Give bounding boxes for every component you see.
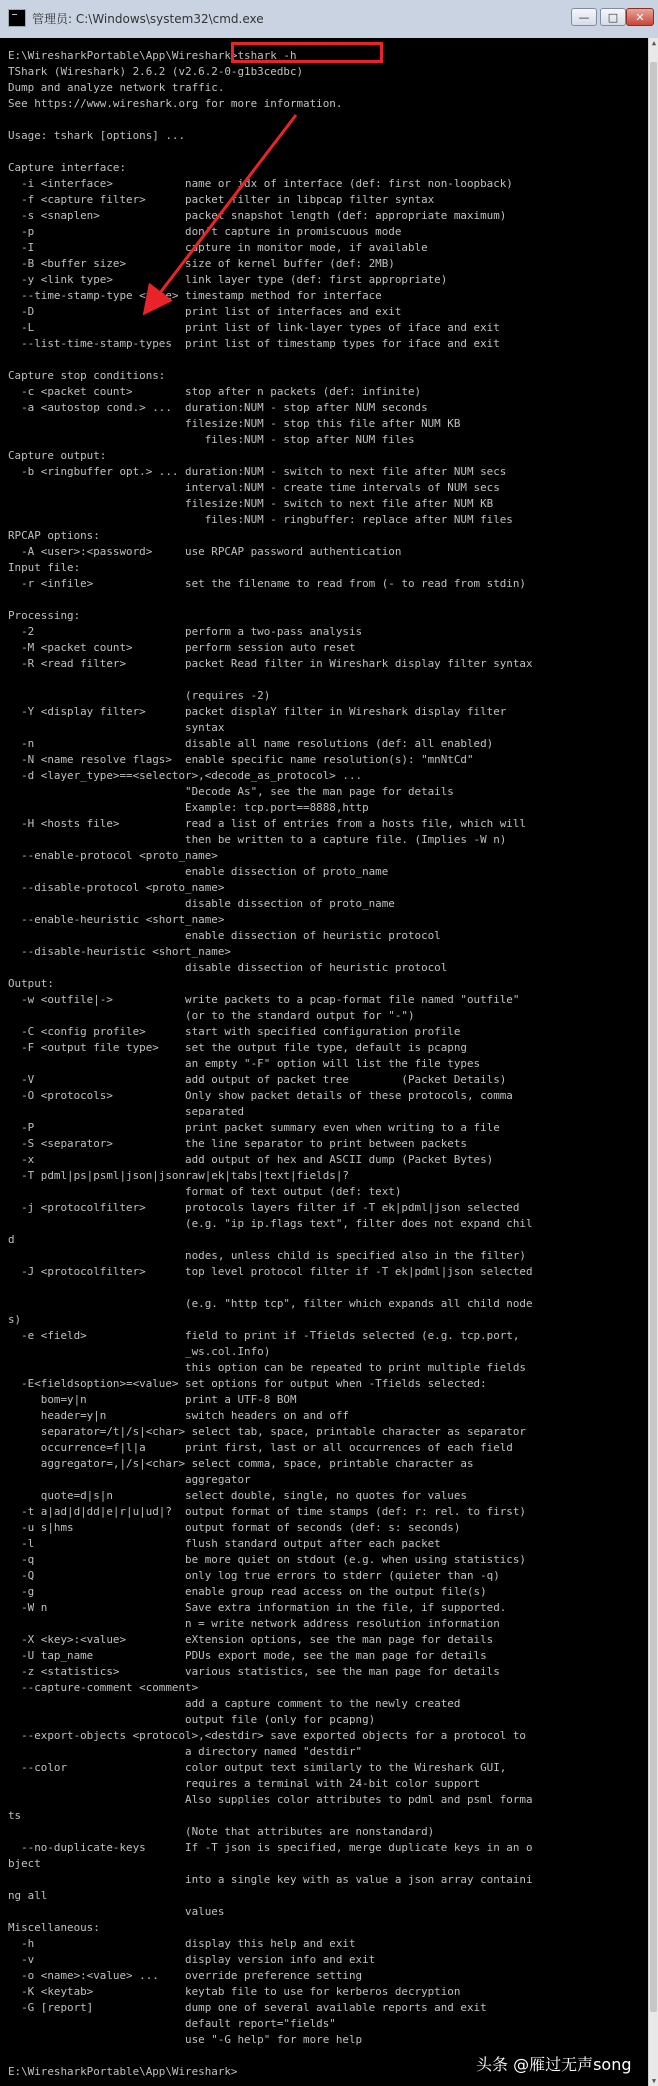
console-line: -z <statistics> various statistics, see the man page for details [8,1665,500,1678]
console-line: bject [8,1857,41,1870]
console-line: -j <protocolfilter> protocols layers filter if -T ek|pdml|json selected [8,1201,520,1214]
scroll-down-arrow-icon[interactable]: ▼ [651,2077,657,2085]
console-line: -v display version info and exit [8,1953,376,1966]
console-line: E:\WiresharkPortable\App\Wireshark>tshark -h [8,49,297,62]
console-line: header=y|n switch headers on and off [8,1409,349,1422]
console-line: (or to the standard output for "-") [8,1009,415,1022]
console-line: -g enable group read access on the output file(s) [8,1585,487,1598]
console-line: -J <protocolfilter> top level protocol filter if -T ek|pdml|json selected [8,1265,533,1278]
close-button[interactable]: ✕ [626,8,654,26]
console-line: -t a|ad|d|dd|e|r|u|ud|? output format of time stamps (def: r: rel. to first) [8,1505,526,1518]
console-line: Dump and analyze network traffic. [8,81,225,94]
console-line: -U tap_name PDUs export mode, see the man page for details [8,1649,487,1662]
console-line: filesize:NUM - stop this file after NUM KB [8,417,461,430]
console-line: -h display this help and exit [8,1937,356,1950]
console-line: use "-G help" for more help [8,2033,363,2046]
console-line: -s <snaplen> packet snapshot length (def: appropriate maximum) [8,209,507,222]
console-line: E:\WiresharkPortable\App\Wireshark> [8,2065,238,2078]
console-line: Miscellaneous: [8,1921,100,1934]
console-line: -K <keytab> keytab file to use for kerberos decryption [8,1985,461,1998]
console-line: -b <ringbuffer opt.> ... duration:NUM - switch to next file after NUM secs [8,465,507,478]
console-line: "Decode As", see the man page for details [8,785,454,798]
console-line: Example: tcp.port==8888,http [8,801,369,814]
console-line: output file (only for pcapng) [8,1713,376,1726]
console-line: -d <layer_type>==<selector>,<decode_as_protocol> ... [8,769,363,782]
console-line: d [8,1233,15,1246]
console-line: -e <field> field to print if -Tfields selected (e.g. tcp.port, [8,1329,520,1342]
console-line: --export-objects <protocol>,<destdir> save exported objects for a protocol to [8,1729,526,1742]
console-line: -V add output of packet tree (Packet Details) [8,1073,507,1086]
console-line: -r <infile> set the filename to read from (- to read from stdin) [8,577,526,590]
console-line: -2 perform a two-pass analysis [8,625,363,638]
console-line: quote=d|s|n select double, single, no quotes for values [8,1489,467,1502]
console-line: this option can be repeated to print multiple fields [8,1361,526,1374]
console-line: -X <key>:<value> eXtension options, see the man page for details [8,1633,494,1646]
console-line: -H <hosts file> read a list of entries from a hosts file, which will [8,817,526,830]
console-line: Processing: [8,609,81,622]
console-line: --disable-heuristic <short_name> [8,945,231,958]
console-line: default report="fields" [8,2017,336,2030]
console-line: bom=y|n print a UTF-8 BOM [8,1393,297,1406]
console-line: occurrence=f|l|a print first, last or all occurrences of each field [8,1441,513,1454]
console-line: -O <protocols> Only show packet details of these protocols, comma [8,1089,513,1102]
scroll-up-arrow-icon[interactable]: ▲ [651,39,657,47]
console-line: -C <config profile> start with specified configuration profile [8,1025,461,1038]
console-line: format of text output (def: text) [8,1185,402,1198]
console-line: (e.g. "ip ip.flags text", filter does not expand chil [8,1217,533,1230]
console-line: s) [8,1313,22,1326]
console-line: requires a terminal with 24-bit color support [8,1777,481,1790]
console-line: TShark (Wireshark) 2.6.2 (v2.6.2-0-g1b3cedbc) [8,65,304,78]
console-line: -I capture in monitor mode, if available [8,241,428,254]
console-line: files:NUM - stop after NUM files [8,433,415,446]
console-line: -c <packet count> stop after n packets (def: infinite) [8,385,422,398]
console-line: then be written to a capture file. (Implies -W n) [8,833,507,846]
console-line: Usage: tshark [options] ... [8,129,186,142]
console-line: ng all [8,1889,48,1902]
console-line: -R <read filter> packet Read filter in Wireshark display filter syntax [8,657,533,670]
watermark-text: 头条 @雁过无声song [476,2055,632,2074]
console-line: -G [report] dump one of several available reports and exit [8,2001,487,2014]
console-line: -w <outfile|-> write packets to a pcap-format file named "outfile" [8,993,520,1006]
console-line: -W n Save extra information in the file, if supported. [8,1601,507,1614]
console-line: Output: [8,977,54,990]
console-line: -a <autostop cond.> ... duration:NUM - stop after NUM seconds [8,401,428,414]
console-line: into a single key with as value a json array containi [8,1873,533,1886]
console-line: --enable-protocol <proto_name> [8,849,218,862]
console-line: -x add output of hex and ASCII dump (Packet Bytes) [8,1153,494,1166]
console-line: --list-time-stamp-types print list of timestamp types for iface and exit [8,337,500,350]
console-line: --disable-protocol <proto_name> [8,881,225,894]
maximize-button[interactable]: □ [600,8,626,26]
console-line: RPCAP options: [8,529,100,542]
minimize-button[interactable]: — [571,8,597,26]
console-line: ts [8,1809,22,1822]
console-line: disable dissection of heuristic protocol [8,961,448,974]
console-line: disable dissection of proto_name [8,897,395,910]
console-line: See https://www.wireshark.org for more information. [8,97,343,110]
console-line: separator=/t|/s|<char> select tab, space, printable character as separator [8,1425,526,1438]
console-line: -n disable all name resolutions (def: all enabled) [8,737,494,750]
console-line: _ws.col.Info) [8,1345,271,1358]
console-line: -i <interface> name or idx of interface (def: first non-loopback) [8,177,513,190]
console-line: -P print packet summary even when writing to a file [8,1121,500,1134]
console-line: aggregator [8,1473,251,1486]
console-line: -o <name>:<value> ... override preference setting [8,1969,363,1982]
console-line: -A <user>:<password> use RPCAP password authentication [8,545,402,558]
console-line: (Note that attributes are nonstandard) [8,1825,435,1838]
console-line: Input file: [8,561,81,574]
console-line: -l flush standard output after each packet [8,1537,441,1550]
console-line: an empty "-F" option will list the file types [8,1057,481,1070]
console-line: Capture interface: [8,161,127,174]
console-line: -f <capture filter> packet filter in libpcap filter syntax [8,193,435,206]
console-line: -Q only log true errors to stderr (quieter than -q) [8,1569,500,1582]
console-line: -y <link type> link layer type (def: first appropriate) [8,273,448,286]
console-line: syntax [8,721,225,734]
console-line: add a capture comment to the newly created [8,1697,461,1710]
console-line: (requires -2) [8,689,271,702]
console-line: a directory named "destdir" [8,1745,363,1758]
console-line: filesize:NUM - switch to next file after NUM KB [8,497,494,510]
console-line: -S <separator> the line separator to print between packets [8,1137,467,1150]
console-line: -T pdml|ps|psml|json|jsonraw|ek|tabs|text|fields|? [8,1169,349,1182]
console-line: --capture-comment <comment> [8,1681,199,1694]
console-line: aggregator=,|/s|<char> select comma, space, printable character as [8,1457,474,1470]
console-line: Also supplies color attributes to pdml and psml forma [8,1793,533,1806]
console-line: interval:NUM - create time intervals of NUM secs [8,481,500,494]
console-line: enable dissection of proto_name [8,865,389,878]
console-line: -Y <display filter> packet displaY filter in Wireshark display filter [8,705,507,718]
console-line: -p don't capture in promiscuous mode [8,225,402,238]
console-line: files:NUM - ringbuffer: replace after NUM files [8,513,513,526]
console-line: enable dissection of heuristic protocol [8,929,441,942]
console-line: -q be more quiet on stdout (e.g. when using statistics) [8,1553,526,1566]
window-title: 管理员: C:\Windows\system32\cmd.exe [32,12,264,26]
console-line: --no-duplicate-keys If -T json is specified, merge duplicate keys in an o [8,1841,533,1854]
console-line: -F <output file type> set the output file type, default is pcapng [8,1041,467,1054]
console-line: Capture stop conditions: [8,369,166,382]
console-line: (e.g. "http tcp", filter which expands all child node [8,1297,533,1310]
console-line: Capture output: [8,449,107,462]
console-line: -E<fieldsoption>=<value> set options for output when -Tfields selected: [8,1377,487,1390]
console-line: --enable-heuristic <short_name> [8,913,225,926]
console-line: -N <name resolve flags> enable specific name resolution(s): "mnNtCd" [8,753,474,766]
console-line: -D print list of interfaces and exit [8,305,402,318]
console-line: nodes, unless child is specified also in the filter) [8,1249,526,1262]
annotation-arrow-line [150,115,296,306]
console-line: -L print list of link-layer types of iface and exit [8,321,500,334]
console-line: -u s|hms output format of seconds (def: s: seconds) [8,1521,461,1534]
console-line: n = write network address resolution information [8,1617,500,1630]
console-line: separated [8,1105,245,1118]
console-line: -M <packet count> perform session auto reset [8,641,356,654]
console-line: -B <buffer size> size of kernel buffer (def: 2MB) [8,257,395,270]
console-line: --color color output text similarly to the Wireshark GUI, [8,1761,507,1774]
console-line: values [8,1905,225,1918]
console-line: --time-stamp-type <type> timestamp method for interface [8,289,382,302]
